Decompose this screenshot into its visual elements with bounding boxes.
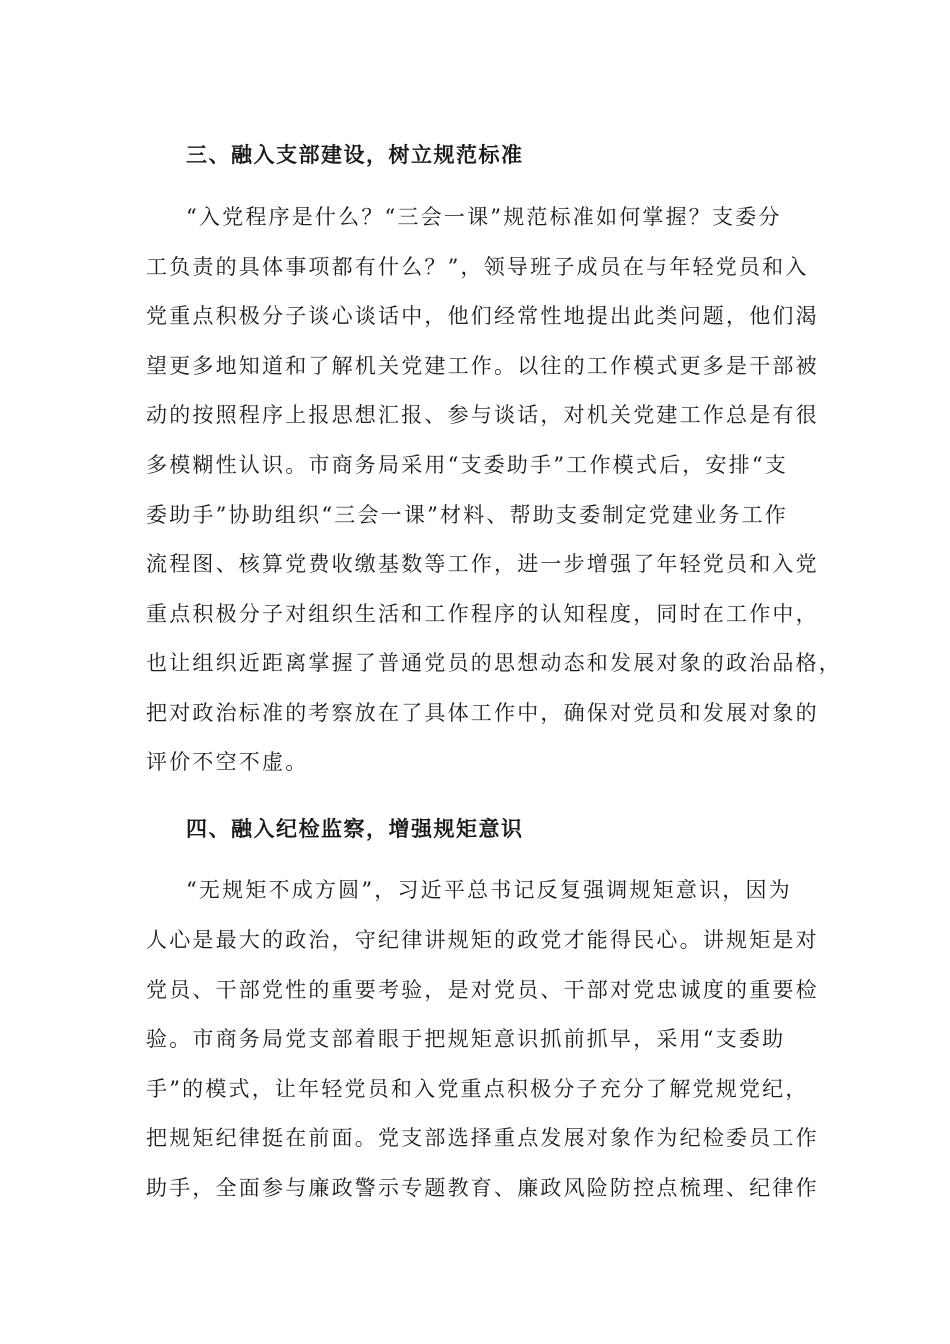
- section-3-heading: 三、融入支部建设，树立规范标准: [186, 142, 524, 167]
- section-4-line-3: 党员、干部党性的重要考验，是对党员、干部对党忠诚度的重要检: [146, 978, 819, 1002]
- section-3-line-2: 工负责的具体事项都有什么？”，领导班子成员在与年轻党员和入: [146, 255, 809, 279]
- section-3-line-5: 动的按照程序上报思想汇报、参与谈话，对机关党建工作总是有很: [146, 403, 819, 427]
- section-3-line-6: 多模糊性认识。市商务局采用“支委助手”工作模式后，安排“支: [146, 453, 789, 477]
- section-4-line-4: 验。市商务局党支部着眼于把规矩意识抓前抓早，采用“支委助: [146, 1027, 786, 1051]
- section-3-line-4: 望更多地知道和了解机关党建工作。以往的工作模式更多是干部被: [146, 354, 819, 378]
- section-4-line-5: 手”的模式，让年轻党员和入党重点积极分子充分了解党规党纪，: [146, 1077, 809, 1101]
- section-3-line-9: 重点积极分子对组织生活和工作程序的认知程度，同时在工作中，: [146, 602, 819, 626]
- section-3-line-1: “入党程序是什么？“三会一课”规范标准如何掌握？支委分: [186, 205, 782, 229]
- section-4-line-2: 人心是最大的政治，守纪律讲规矩的政党才能得民心。讲规矩是对: [146, 928, 819, 952]
- section-3-line-8: 流程图、核算党费收缴基数等工作，进一步增强了年轻党员和入党: [146, 552, 819, 576]
- section-4-line-6: 把规矩纪律挺在前面。党支部选择重点发展对象作为纪检委员工作: [146, 1126, 819, 1150]
- section-4-line-7: 助手，全面参与廉政警示专题教育、廉政风险防控点梳理、纪律作: [146, 1176, 819, 1200]
- section-3-line-3: 党重点积极分子谈心谈话中，他们经常性地提出此类问题，他们渴: [146, 304, 819, 328]
- section-3-line-11: 把对政治标准的考察放在了具体工作中，确保对党员和发展对象的: [146, 701, 819, 725]
- section-3-line-7: 委助手”协助组织“三会一课”材料、帮助支委制定党建业务工作: [146, 503, 789, 527]
- section-3-line-10: 也让组织近距离掌握了普通党员的思想动态和发展对象的政治品格，: [146, 651, 842, 675]
- section-3-line-12: 评价不空不虚。: [146, 750, 309, 774]
- section-4-heading: 四、融入纪检监察，增强规矩意识: [186, 816, 524, 841]
- section-4-line-1: “无规矩不成方圆”，习近平总书记反复强调规矩意识，因为: [186, 878, 792, 902]
